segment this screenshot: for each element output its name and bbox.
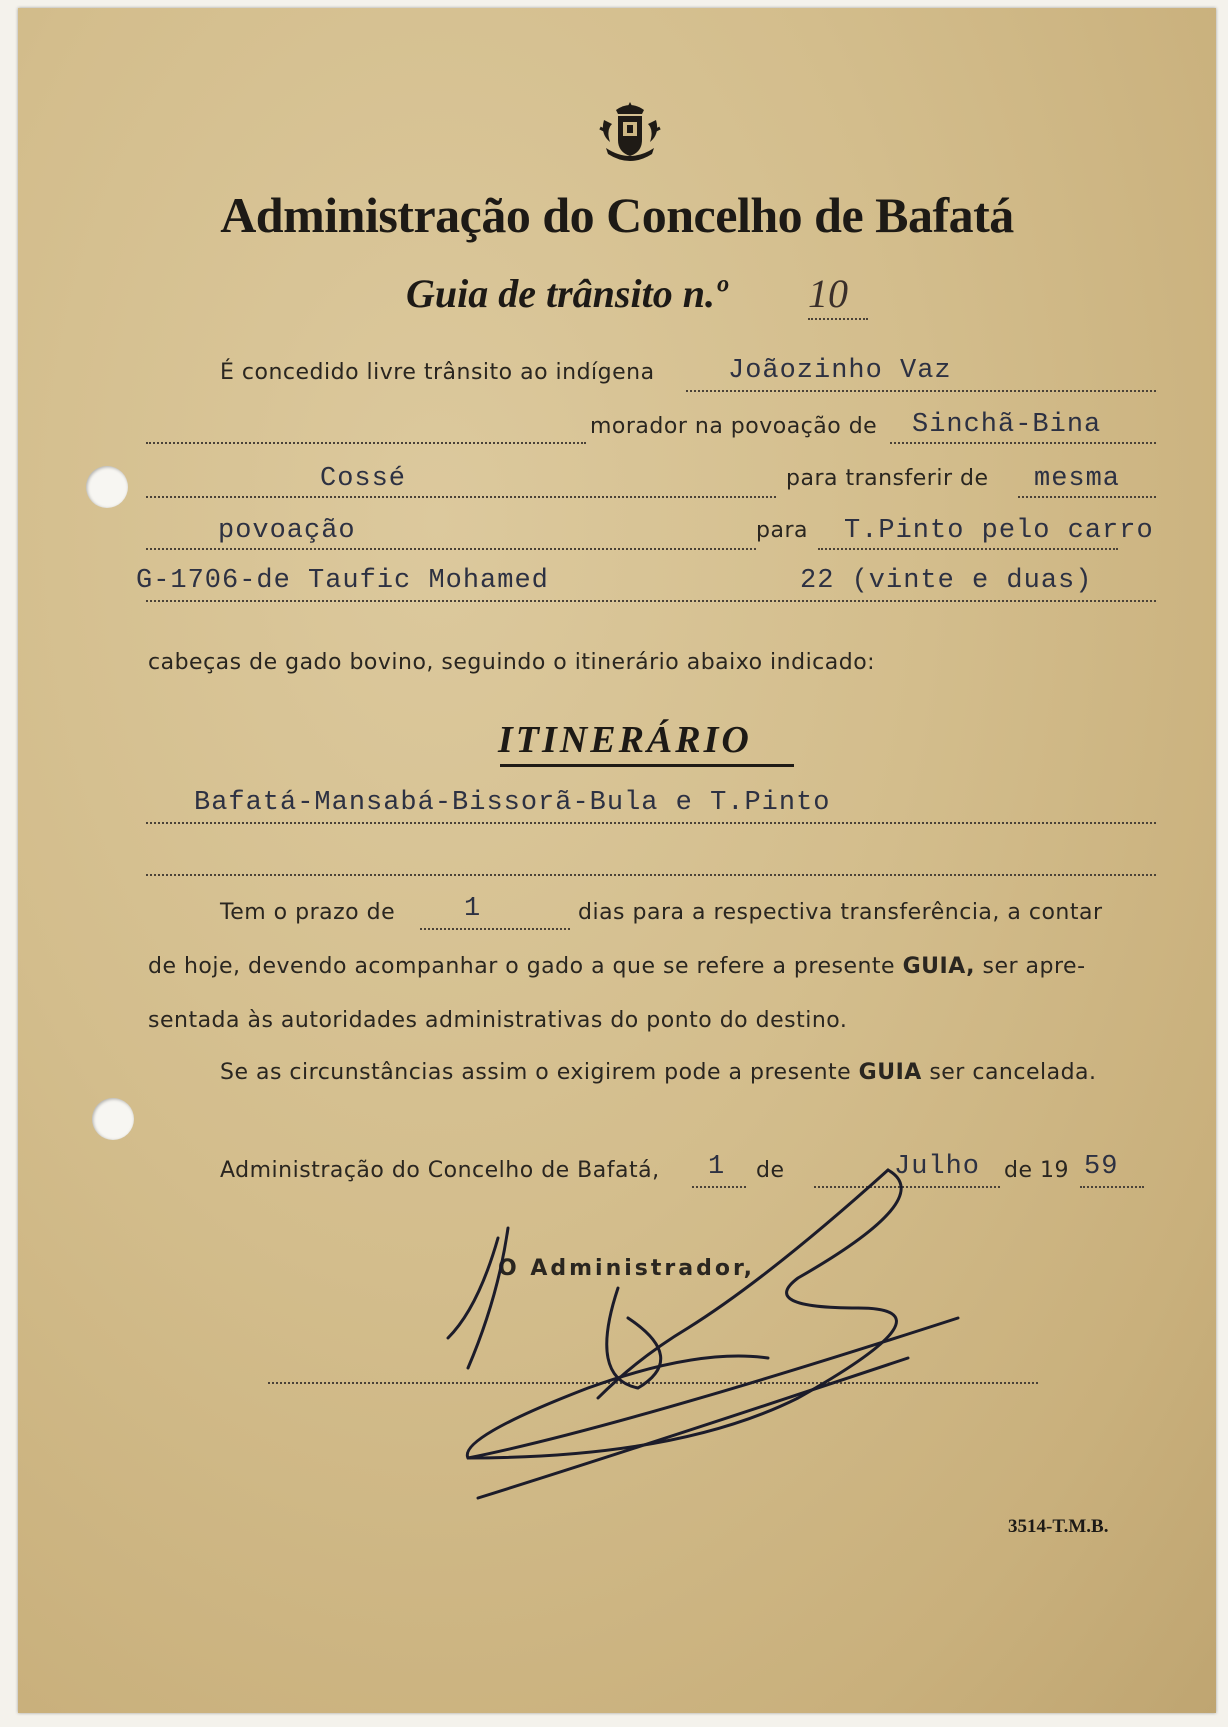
vehicle-heads-line [146,600,1156,602]
povoacao-value: Sinchã-Bina [912,410,1102,440]
date-de-1: de [756,1158,785,1183]
date-year-line [1080,1186,1144,1188]
terms-line-2: de hoje, devendo acompanhar o gado a que se refere a presente GUIA, ser apre- [148,954,1086,979]
para-line [818,548,1118,550]
route-line-2 [146,874,1156,876]
print-code: 3514-T.M.B. [1008,1516,1109,1537]
prazo-suffix: dias para a respectiva transferência, a contar [578,900,1103,925]
povoacao-cont-value: Cossé [320,464,407,494]
morador-label: morador na povoação de [590,414,878,439]
transferir-line [1018,496,1156,498]
para-value: T.Pinto pelo carro [844,516,1154,546]
punch-hole-bottom [92,1098,134,1140]
guide-label: Guia de trânsito n.º [406,271,727,316]
povoacao-line [890,442,1156,444]
date-month: Julho [894,1152,981,1182]
guia-bold-2: GUIA [858,1060,922,1085]
povoacao-cont-line [146,496,776,498]
date-prefix: Administração do Concelho de Bafatá, [220,1158,660,1183]
free-transit-label: É concedido livre trânsito ao indígena [220,360,655,385]
vehicle-value: G-1706-de Taufic Mohamed [136,566,549,596]
administrator-label: O Administrador, [498,1256,755,1281]
blank-line-1 [146,442,586,444]
punch-hole-top [86,466,128,508]
date-de-2: de 19 [1004,1158,1069,1183]
coat-of-arms-icon [596,98,664,170]
prazo-prefix: Tem o prazo de [220,900,396,925]
para-label: para [756,518,808,543]
guia-bold-1: GUIA, [902,954,975,979]
office-title: Administração do Concelho de Bafatá [220,187,1014,243]
transferir-value: mesma [1034,464,1121,494]
date-day: 1 [708,1152,726,1182]
document-sheet [18,8,1216,1713]
route-value: Bafatá-Mansabá-Bissorã-Bula e T.Pinto [194,788,831,818]
heads-count: 22 (vinte e duas) [800,566,1093,596]
prazo-days: 1 [464,894,482,924]
guide-number-line [808,318,868,320]
indigena-name: Joãozinho Vaz [728,356,952,386]
route-line [146,822,1156,824]
signature-scribble [438,1158,1018,1518]
terms-line-4: Se as circunstâncias assim o exigirem pode a presente GUIA ser cancelada. [220,1060,1097,1085]
transferir-cont-line [146,548,756,550]
itinerary-underline [500,764,794,767]
prazo-line [420,928,570,930]
guide-number: 10 [808,271,848,316]
transferir-label: para transferir de [786,466,989,491]
date-year: 59 [1084,1152,1119,1182]
indigena-line [686,390,1156,392]
transferir-cont-value: povoação [218,516,356,546]
cattle-line: cabeças de gado bovino, seguindo o itinerário abaixo indicado: [148,650,876,675]
itinerary-heading: ITINERÁRIO [498,719,752,761]
terms-line-3: sentada às autoridades administrativas do ponto do destino. [148,1008,848,1033]
